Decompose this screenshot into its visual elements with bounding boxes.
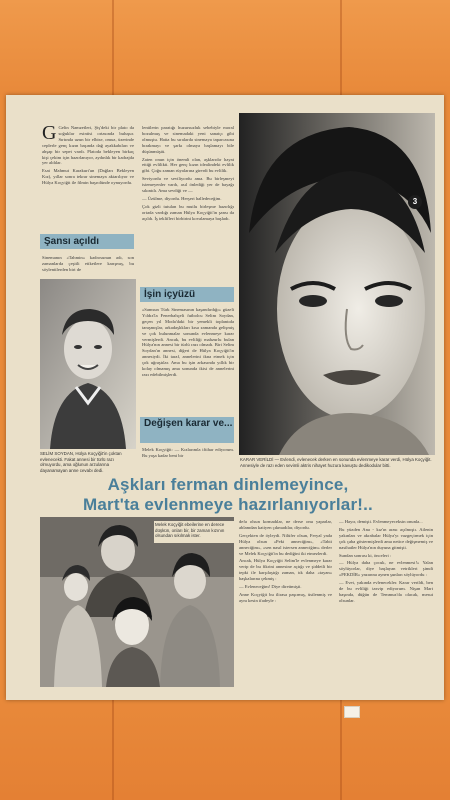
col2-paragraph: Çok gizli tutulan bu mutlu birleşme hazırlığı ortada vardığı zaman Hülya Koçyiğit'in şansı da açıldı. İş teklifleri birbirini kovalamaya başladı. — [142, 203, 234, 221]
column-4 — [339, 519, 433, 689]
col2-paragraph: lentilerin paratığı huzursuzluk sebebiyle moral bozulmuş ve sinemadaki yeni sanatçı gibi olmuştu. Hatta bu sıralarda sinemaya taparcasına bırakmayı ve şarkı olmaya başlamayı bile düşünmüştü. — [142, 125, 234, 154]
headline-line-1: Aşkları ferman dinlemeyince, — [107, 475, 349, 494]
headline-line-2: Mart'ta evlenmeye hazırlanıyorlar!.. — [83, 495, 373, 514]
caption-selim: SELİM SOYDAN, Hülya Koçyiğit'in çoktan evlenecekti. Fakat annesi bir türlü razı olmuyordu, ama oğlunun arzularına dayanamayan anne cevabı dedi. — [40, 451, 122, 473]
column-3 — [239, 519, 332, 689]
dropcap: G — [42, 125, 57, 144]
page-number: 3 — [408, 195, 422, 209]
section-header-sansi: Şansı açıldı — [40, 234, 134, 249]
col2-paragraph: Zaten onun için önemli olan, aşklarıdır hayat ettiği evlilikti. Her genç kızın idealindeki evlilik gibi. Çoğu zaman rüyalarına girerdi bu evlilik. — [142, 156, 234, 174]
col4-paragraph: — Evet, yakında evlenecekler. Karar verildi, ben de bu evliliği tasvip ediyorum. Nişan Mart başında, düğün de Temmuz'da olacak, mesut olsunlar. — [339, 580, 433, 603]
column-2 — [142, 125, 234, 285]
col1-paragraph: Esat Mahmut Karakurt'un (Dağları Bekleyen Kız), yıllar sonra tekrar sinemaya aktarılıyor ve Hülya Koçyiğit ile filmin başrolünde oynuyordu. — [42, 168, 134, 186]
col3-paragraph: — Evleneceğim! Diye direttmişti. — [239, 584, 302, 590]
magazine-page — [6, 95, 444, 700]
column-1 — [42, 125, 134, 273]
col4-paragraph: — Hayır, demişti. Evlenmeyeceksin onunla... — [339, 519, 423, 524]
col3-paragraph: Gerçekten de öyleydi. Nilüfer olsun, Feryal yada Hülya olsun «Peki anneciğim», «Tabii anneciğim», «sen nasıl istersen anneciğim» derler ve Melek Koçyiğit'in bu dediğini iki etmezlerdi. — [239, 532, 332, 556]
paper-tag — [344, 706, 360, 718]
col2-paragraph: — Üzülme, diyordu. Herşeri halledeceğim. — [142, 195, 222, 201]
col2-paragraph: Melek Koçyiğit: — Kızlarımla iftihar ediyorum. Bu yaşa kadar beni bir — [142, 447, 234, 458]
photo-selim-soydan — [40, 279, 136, 449]
caption-family: Melek Koçyiğit ebeilerine en derece düşkün, onları bir, bir zaman kızının olsundan sıkılmak ister. — [154, 521, 234, 543]
col3-paragraph: Anne Koçyiğit bu ilirasa paşırmış, üstlenmiş ve aynı kesin ifadeyle : — [239, 591, 332, 603]
col1-intro: Gelin Namzetleri, Şiş'deki bir plato da soğuklar esintisi ortasında buluşur. Sırtında uzun bir elbise, omuz, üzerinde ceplerle genç kızın başında dağ ayakkabıları ve ahşap bir sepet vardı. Platoda bekleyen birkaç kişi çekim için hazırlanıyor, aydınlık bir kadrajda yer aldılar. — [42, 125, 134, 166]
col4-paragraph: — Hülya daha çocuk, ne evlenmesi!» Yalan söylüyorlar, diye başlayan vetrikleri şimdi «PEKDİR» yazarına aynen şunları söylüyordu : — [339, 560, 433, 578]
col3-paragraph: defa olsun kırmadılar, ne derse onu yaparlar, ablamdan katiyen çıkmadılar, diyordu. — [239, 519, 332, 530]
photo-hulya-kocyigit — [239, 113, 435, 455]
col1-paragraph: Sinemanın «Tahmin» kadrosunun adı, son zamanlarda çeşitli etiketlere karışmış, bu söylentilerden biri de — [42, 255, 134, 272]
orange-backdrop-bottom — [0, 700, 450, 800]
col3-paragraph: Ancak, Hülya Koçyiğit Selim'le evlenmeye karar verip de bu fikrini annesine açtığı ve şiddetli bir tepki ile karşılaştığı zaman, tık daha «tayan» başkalarına çekmiş : — [239, 558, 332, 582]
caption-karar: KARAR VERİLDİ — Evlendi, evlenecek derken en sonunda evlenmeye karar verdi, Hülya Koçyiğit. Annesiyle de razı eden sevimli aktris nihayet huzura kavuştu dedikodular bitti. — [240, 457, 432, 468]
col4-paragraph: Sundan sonrası ki, önceleri : — [339, 552, 392, 558]
col4-paragraph: Bu yüzden Ana - kız'ın arası açılmıştı. Ailenin yakınları ve akrabalar Hülya'yı vazgeçirmek için çok çaba göstermişlerdi ama netice değişmemiş ve nasihatler Hülya'nın duyuna gitmişti. — [339, 526, 433, 550]
col2-paragraph: «Samsun Türk Sinemasının kaşandırdığı» güzeli Yıldız'la Fenerbahçeli futbolcu Selim Soydan, geçen yıl Moda'daki bir yemekli toplantıda tanışmışlar, arkadaşlıkları kısa zamanda gelişmiş ve çok bulunmalar sonunda evlenmeye karar vermişlerdi. Ancak, bu evliliği mahzurlu bulan Hülya'nın annesi bir türlü razı olmadı. Biri Selim Soydan'ın annesi, diğeri de Hülya Koçyiğit'in annesiydi. İki taraf, annelerini ikna etmek için çok uğraştılar. Ama bu işin arkasında yıllık bir kolay olmamış ama sonunda ikisi de annelerini razı edebilmişlerdi. — [142, 307, 234, 377]
column-1-cont — [42, 255, 134, 279]
column-2-end — [142, 447, 234, 467]
section-header-degisen: Değişen karar ve... — [140, 417, 234, 443]
orange-backdrop-top — [0, 0, 450, 95]
column-2-cont — [142, 307, 234, 417]
section-header-isin: İşin içyüzü — [140, 287, 234, 302]
col2-paragraph: Seviyordu ve seviliyordu ama. Bu birleşmeyi istemeyenler vardı, asıl önlediği yer de bayağı sıkıntılı. Ama sevdiği ve — — [142, 176, 234, 194]
